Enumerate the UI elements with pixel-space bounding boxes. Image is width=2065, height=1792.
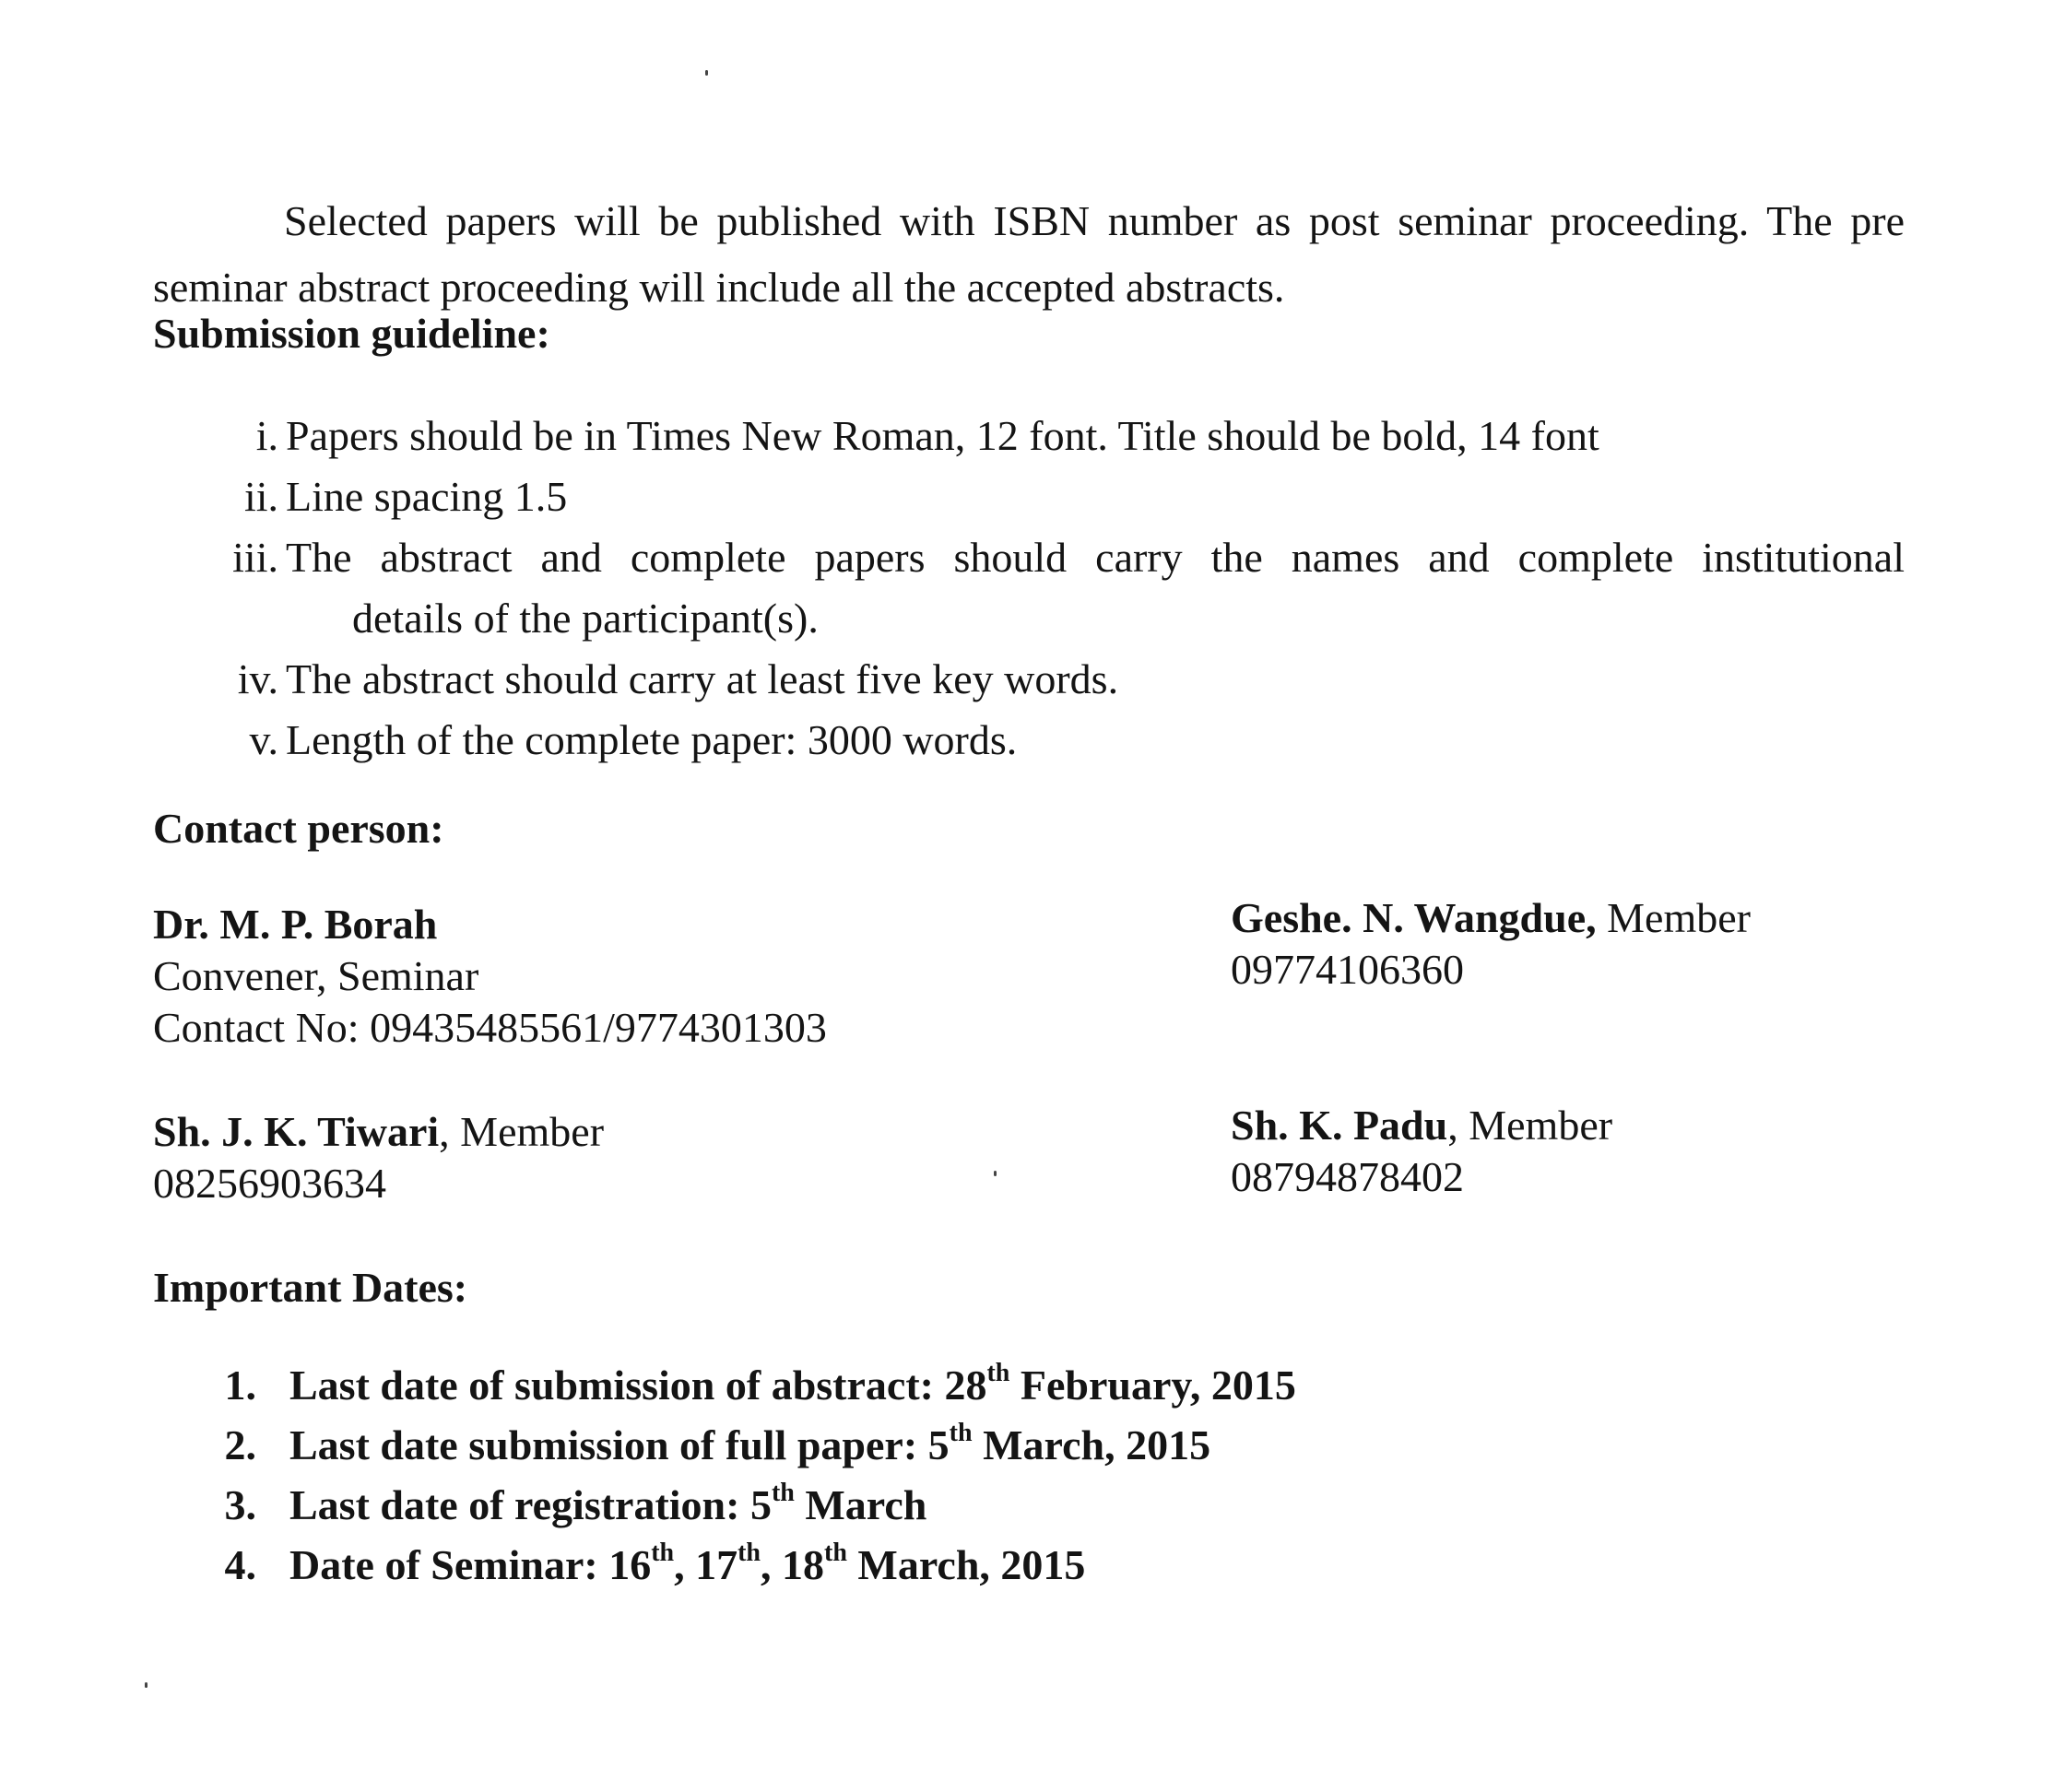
contact-role: Convener, Seminar (153, 952, 479, 999)
guideline-item (212, 527, 1905, 649)
date-rest: March, 2015 (846, 1541, 1086, 1588)
important-dates-list (212, 1355, 1296, 1595)
date-item (212, 1475, 1296, 1535)
contact-wangdue (1231, 892, 1751, 996)
scan-speck (994, 1171, 997, 1176)
guideline-text: The abstract should carry at least five key words. (286, 655, 1119, 702)
guideline-marker: i. (255, 412, 278, 459)
important-dates-heading: Important Dates: (153, 1264, 468, 1311)
guideline-marker: ii. (243, 473, 278, 520)
date-marker: 2. (224, 1421, 256, 1468)
contact-padu (1231, 1100, 1612, 1203)
scan-speck (145, 1682, 148, 1688)
contact-phone: 08794878402 (1231, 1153, 1464, 1200)
guideline-list (212, 406, 1905, 771)
contact-name: Sh. J. K. Tiwari (153, 1108, 440, 1155)
scan-speck (705, 70, 708, 76)
contact-phone: Contact No: 09435485561/9774301303 (153, 1004, 827, 1051)
contact-phone: 09774106360 (1231, 946, 1464, 993)
date-rest: February, 2015 (1009, 1362, 1296, 1409)
contact-person-heading: Contact person: (153, 805, 444, 852)
date-ordinal-suffix: th (738, 1538, 761, 1567)
date-marker: 4. (224, 1541, 256, 1588)
date-marker: 3. (224, 1481, 256, 1528)
contact-name: Dr. M. P. Borah (153, 901, 438, 948)
date-ordinal-suffix: th (651, 1538, 675, 1567)
contact-role: , Member (1447, 1102, 1613, 1149)
guideline-text: Line spacing 1.5 (286, 473, 568, 520)
guideline-text: Papers should be in Times New Roman, 12 font. Title should be bold, 14 font (286, 412, 1599, 459)
guideline-marker: iii. (232, 534, 278, 581)
contact-borah (153, 899, 827, 1054)
date-item (212, 1355, 1296, 1415)
date-separator: , 17 (674, 1541, 738, 1588)
contact-phone: 08256903634 (153, 1160, 386, 1207)
contact-tiwari (153, 1106, 604, 1209)
contact-role: Member (1596, 894, 1751, 941)
date-ordinal-suffix: th (949, 1418, 973, 1447)
guideline-text-continued: details of the participant(s). (352, 595, 819, 642)
guideline-text: The abstract and complete papers should carry the names and complete institutional (286, 534, 1905, 581)
contact-name: Sh. K. Padu (1231, 1102, 1448, 1149)
date-separator: , 18 (761, 1541, 825, 1588)
contact-name: Geshe. N. Wangdue, (1231, 894, 1597, 941)
date-label: Last date of registration: 5 (289, 1481, 772, 1528)
date-rest: March, 2015 (972, 1421, 1211, 1468)
date-item (212, 1535, 1296, 1595)
guideline-marker: v. (249, 716, 278, 763)
date-rest: March (794, 1481, 927, 1528)
guideline-text: Length of the complete paper: 3000 words. (286, 716, 1018, 763)
date-label: Date of Seminar: 16 (289, 1541, 652, 1588)
date-marker: 1. (224, 1362, 256, 1409)
date-item (212, 1415, 1296, 1475)
guideline-item (212, 466, 1905, 527)
guideline-marker: iv. (237, 655, 278, 702)
intro-paragraph: Selected papers will be published with ISBN number as post seminar proceeding. The pre seminar abstract proceeding will include all the accepted abstracts. (153, 197, 1905, 311)
date-label: Last date submission of full paper: 5 (289, 1421, 950, 1468)
date-label: Last date of submission of abstract: 28 (289, 1362, 987, 1409)
date-ordinal-suffix: th (986, 1358, 1010, 1387)
date-ordinal-suffix: th (771, 1478, 795, 1507)
contact-role: , Member (439, 1108, 605, 1155)
guideline-item (212, 649, 1905, 710)
date-ordinal-suffix: th (824, 1538, 847, 1567)
guideline-item (212, 710, 1905, 771)
guideline-item (212, 406, 1905, 466)
submission-guideline-heading: Submission guideline: (153, 310, 550, 357)
